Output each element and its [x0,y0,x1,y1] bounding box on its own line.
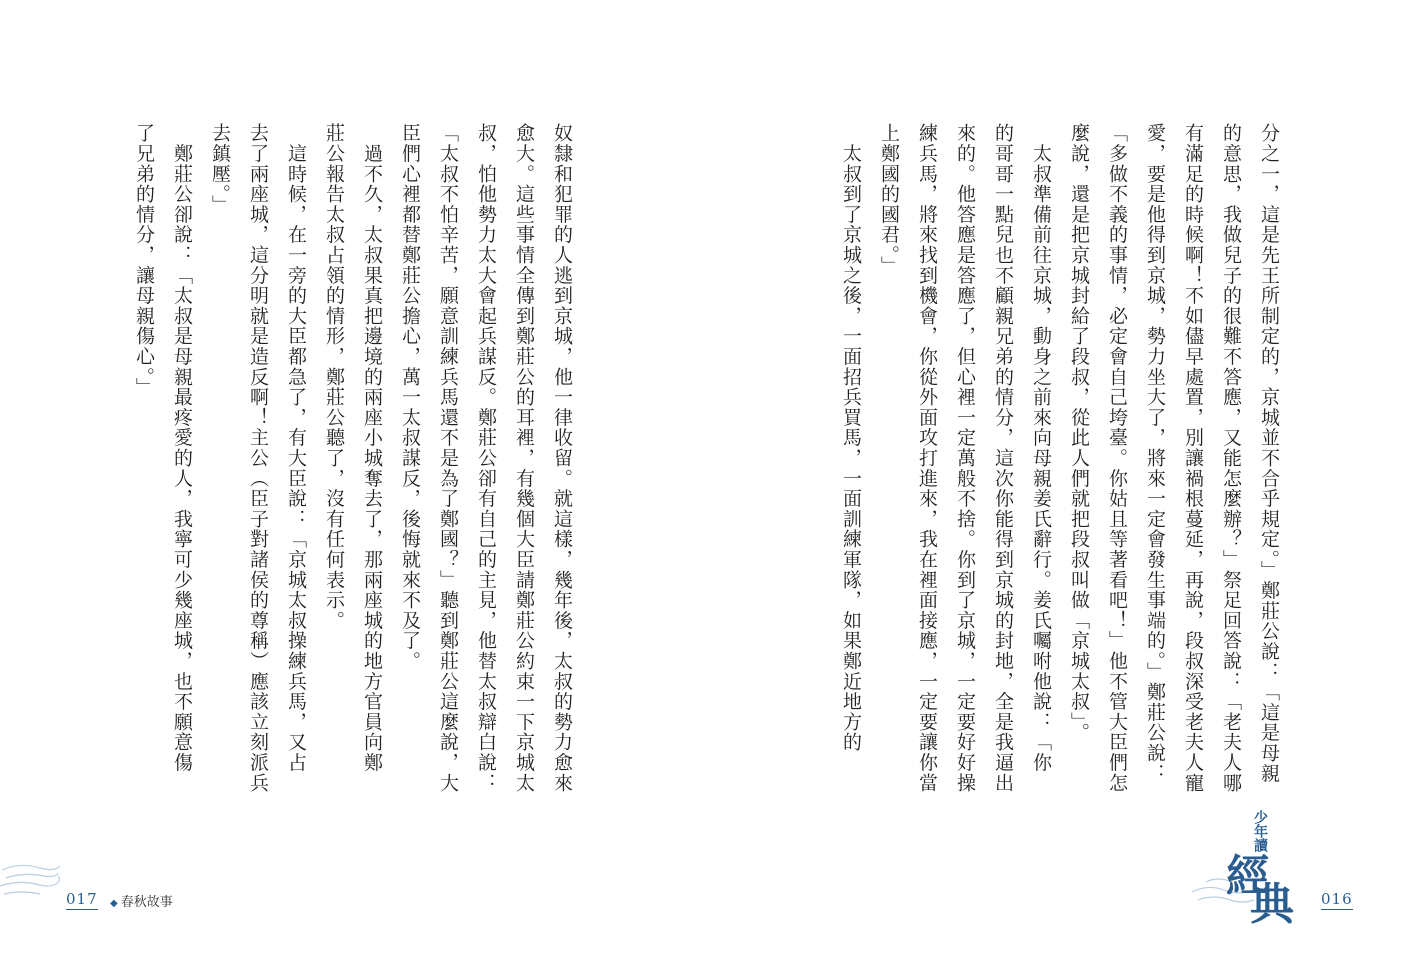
text-column: 去了兩座城，這分明就是造反啊！主公（臣子對諸侯的尊稱）應該立刻派兵 [247,123,269,793]
text-column: 愈大。這些事情全傳到鄭莊公的耳裡，有幾個大臣請鄭莊公約束一下京城太 [513,123,535,793]
text-column: 鄭莊公卻說：「太叔是母親最疼愛的人，我寧可少幾座城，也不願意傷 [171,123,193,773]
text-column: 這時候，在一旁的大臣都急了，有大臣說：「京城太叔操練兵馬，又占 [285,123,307,773]
text-column: 莊公報告太叔占領的情形，鄭莊公聽了，沒有任何表示。 [323,123,345,631]
text-column: 了兄弟的情分，讓母親傷心。」 [133,123,155,398]
logo-big-text-2: 典 [1250,879,1294,930]
page-number-right: 016 [1321,890,1353,908]
text-column: 「太叔不怕辛苦，願意訓練兵馬還不是為了鄭國？」聽到鄭莊公這麼說，大 [437,123,459,793]
text-column: 過不久，太叔果真把邊境的兩座小城奪去了，那兩座城的地方官員向鄭 [361,123,383,773]
text-column: 分之一，這是先王所制定的，京城並不合乎規定。」鄭莊公說：「這是母親 [1258,123,1280,784]
series-logo [1188,810,1298,930]
text-column: 太叔到了京城之後，一面招兵買馬，一面訓練軍隊，如果鄭近地方的 [840,123,862,753]
text-column: 的哥哥一點兒也不顧親兄弟的情分，這次你能得到京城的封地，全是我逼出 [992,123,1014,793]
text-column: 上鄭國的國君。」 [878,123,900,276]
running-title [110,891,173,910]
text-column: 練兵馬，將來找到機會，你從外面攻打進來，我在裡面接應，一定要讓你當 [916,123,938,793]
text-column: 愛，要是他得到京城，勢力坐大了，將來一定會發生事端的。」鄭莊公說： [1144,123,1166,784]
cloud-ornament-icon [0,858,64,903]
text-column: 的意思，我做兒子的很難不答應，又能怎麼辦？」祭足回答說：「老夫人哪 [1220,123,1242,793]
text-column: 「多做不義的事情，必定會自己垮臺。你姑且等著看吧！」他不管大臣們怎 [1106,123,1128,793]
text-column: 來的。他答應是答應了，但心裡一定萬般不捨。你到了京城，一定要好好操 [954,123,976,793]
logo-small-text: 少年讀 [1252,810,1268,852]
text-column: 太叔準備前往京城，動身之前來向母親姜氏辭行。姜氏囑咐他說：「你 [1030,123,1052,773]
text-column: 奴隸和犯罪的人逃到京城，他一律收留。就這樣，幾年後，太叔的勢力愈來 [551,123,573,793]
right-page [706,0,1412,955]
text-column: 麼說，還是把京城封給了段叔，從此人們就把段叔叫做「京城太叔」。 [1068,123,1090,743]
text-column: 去鎮壓。」 [209,123,231,215]
text-column: 叔，怕他勢力太大會起兵謀反。鄭莊公卻有自己的主見，他替太叔辯白說： [475,123,497,793]
text-column: 臣們心裡都替鄭莊公擔心，萬一太叔謀反，後悔就來不及了。 [399,123,421,672]
page-number-left: 017 [66,890,98,908]
logo-big-text-1: 經 [1226,851,1270,902]
text-column: 有滿足的時候啊！不如儘早處置，別讓禍根蔓延，再說，段叔深受老夫人寵 [1182,123,1204,793]
running-title-text: 春秋故事 [120,895,173,910]
diamond-bullet-icon: ◆ [110,898,118,909]
